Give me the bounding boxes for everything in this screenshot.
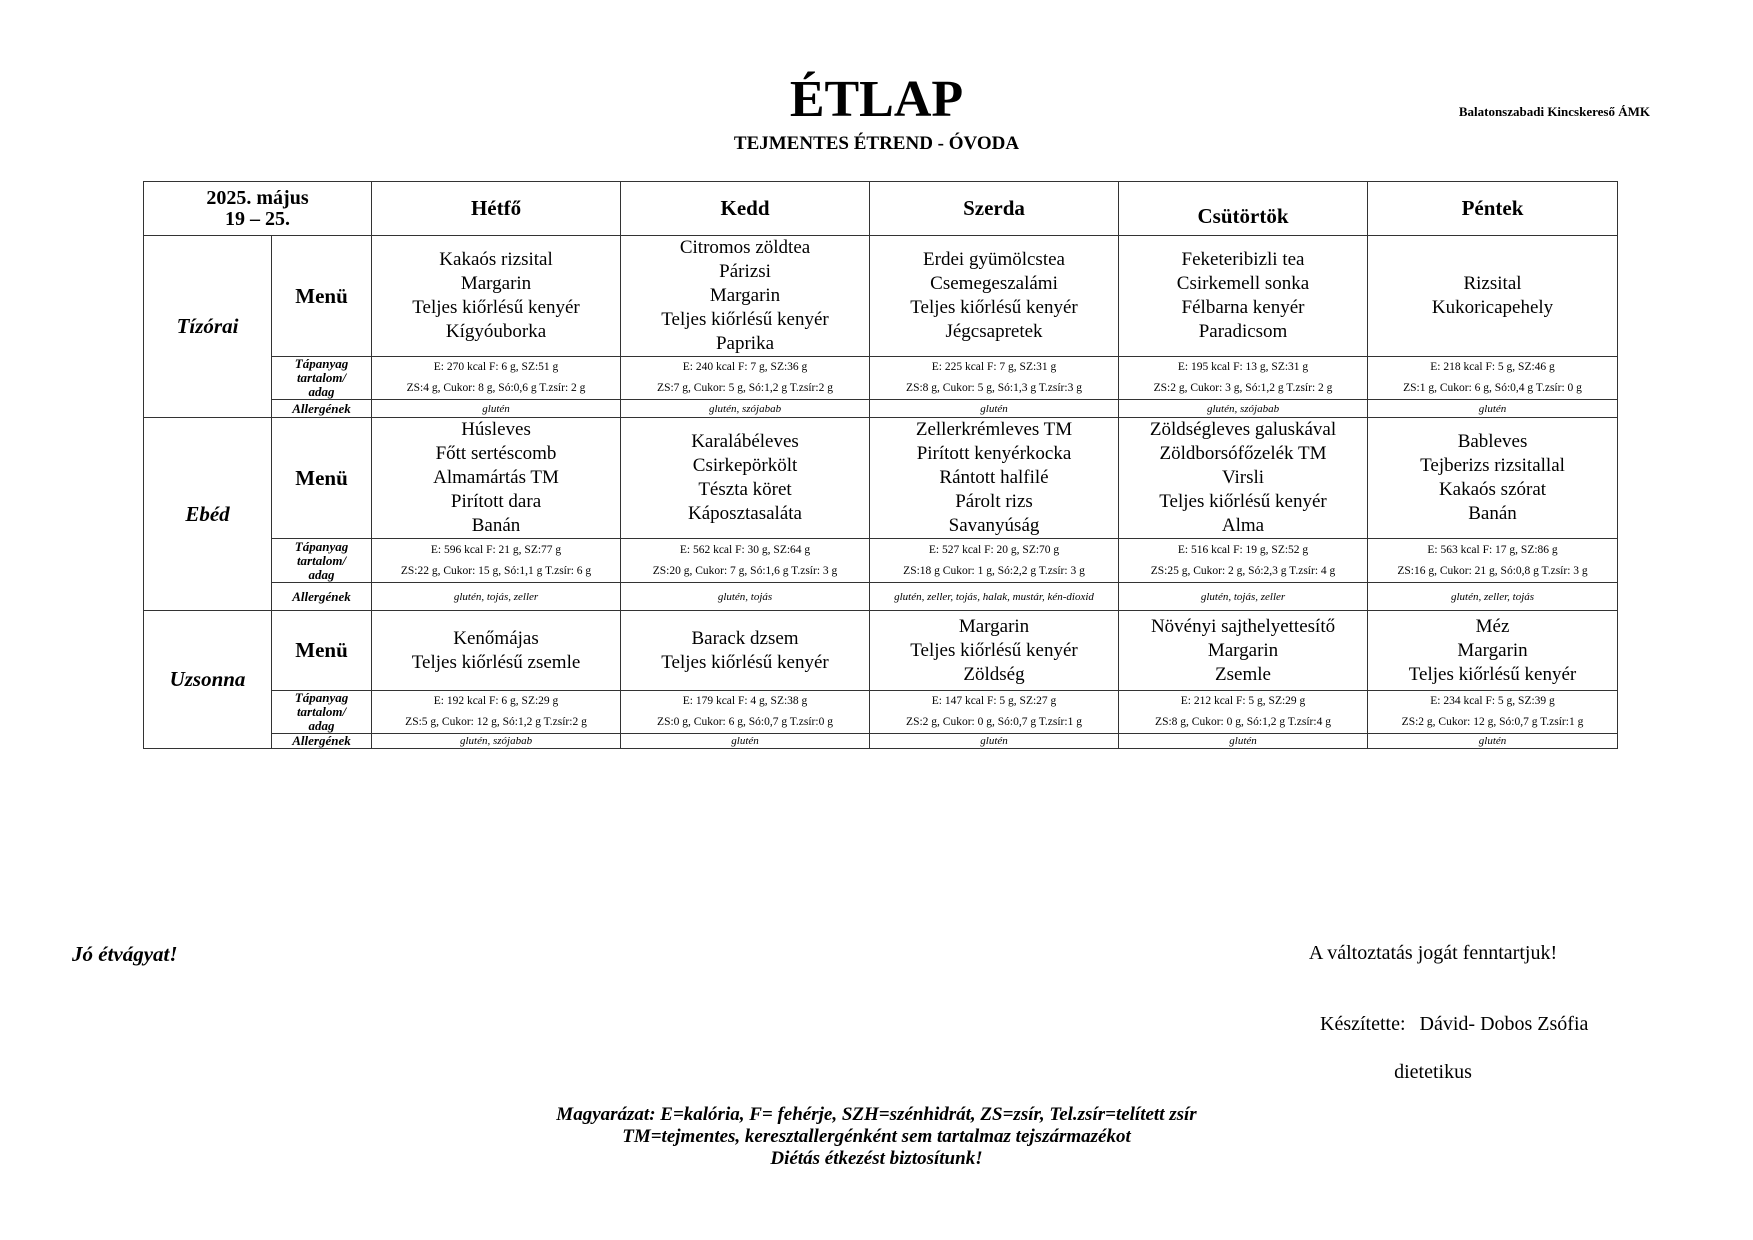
row-label-nutrition-line: adag: [308, 384, 335, 399]
nutrition-line: ZS:16 g, Cukor: 21 g, Só:0,8 g T.zsír: 3 g: [1397, 564, 1588, 577]
row-label-nutrition-line: Tápanyag: [294, 356, 349, 371]
nutrition-line: E: 212 kcal F: 5 g, SZ:29 g: [1180, 695, 1306, 707]
nutrition-line: ZS:8 g, Cukor: 5 g, Só:1,3 g T.zsír:3 g: [906, 382, 1082, 394]
menu-item: Banán: [471, 515, 521, 536]
menu-cell: [870, 236, 1119, 357]
document-subtitle: TEJMENTES ÉTREND - ÓVODA: [733, 133, 1020, 154]
menu-item: Kakaós szórat: [1438, 479, 1547, 500]
menu-item: Almamártás TM: [433, 467, 559, 488]
nutrition-line: ZS:7 g, Cukor: 5 g, Só:1,2 g T.zsír:2 g: [657, 382, 833, 394]
day-header-thursday: Csütörtök: [1119, 182, 1368, 236]
menu-item: Bableves: [1457, 431, 1528, 452]
nutrition-cell: [1368, 539, 1618, 583]
nutrition-line: ZS:4 g, Cukor: 8 g, Só:0,6 g T.zsír: 2 g: [406, 382, 586, 394]
nutrition-cell: [870, 357, 1119, 400]
legend-line: Diétás étkezést biztosítunk!: [770, 1148, 983, 1169]
menu-item: Savanyúság: [948, 515, 1040, 536]
nutrition-cell: [621, 539, 870, 583]
nutrition-line: ZS:2 g, Cukor: 12 g, Só:0,7 g T.zsír:1 g: [1401, 716, 1584, 728]
menu-item: Virsli: [1221, 467, 1265, 488]
menu-cell: [621, 611, 870, 691]
nutrition-line: E: 234 kcal F: 5 g, SZ:39 g: [1430, 695, 1555, 707]
nutrition-line: ZS:20 g, Cukor: 7 g, Só:1,6 g T.zsír: 3 g: [652, 564, 838, 577]
menu-item: Teljes kiőrlésű kenyér: [1159, 491, 1327, 512]
row-label-nutrition-line: tartalom/: [296, 704, 347, 719]
menu-item: Citromos zöldtea: [679, 237, 811, 258]
date-range-cell: [144, 182, 372, 236]
allergen-cell: glutén, zeller, tojás, halak, mustár, kén-dioxid: [870, 583, 1119, 611]
menu-cell: [1368, 611, 1618, 691]
row-label-nutrition-line: Tápanyag: [294, 690, 349, 705]
allergen-row: [144, 734, 1618, 749]
nutrition-line: E: 563 kcal F: 17 g, SZ:86 g: [1427, 543, 1558, 556]
nutrition-line: ZS:8 g, Cukor: 0 g, Só:1,2 g T.zsír:4 g: [1155, 716, 1331, 728]
day-header-friday: Péntek: [1368, 182, 1618, 236]
menu-cell: [1368, 236, 1618, 357]
nutrition-row: [144, 357, 1618, 400]
nutrition-line: E: 147 kcal F: 5 g, SZ:27 g: [931, 695, 1057, 707]
menu-item: Párizsi: [719, 261, 771, 282]
menu-item: Feketeribizli tea: [1181, 249, 1305, 270]
organization-name: Balatonszabadi Kincskereső ÁMK: [1458, 104, 1650, 119]
allergen-cell: glutén: [870, 400, 1119, 418]
menu-item: Növényi sajthelyettesítő: [1150, 615, 1336, 637]
author-label: Készítette:: [1320, 1013, 1406, 1035]
menu-item: Margarin: [709, 285, 781, 306]
row-label-menu: Menü: [272, 236, 372, 357]
menu-cell: [870, 611, 1119, 691]
nutrition-line: ZS:1 g, Cukor: 6 g, Só:0,4 g T.zsír: 0 g: [1403, 382, 1582, 394]
nutrition-line: E: 527 kcal F: 20 g, SZ:70 g: [928, 543, 1060, 556]
nutrition-cell: [1368, 357, 1618, 400]
nutrition-cell: [372, 691, 621, 734]
menu-item: Kakaós rizsital: [439, 249, 553, 270]
allergen-cell: glutén: [621, 734, 870, 749]
nutrition-line: E: 218 kcal F: 5 g, SZ:46 g: [1430, 361, 1555, 373]
menu-item: Zsemle: [1215, 663, 1271, 685]
row-label-nutrition-line: Tápanyag: [294, 538, 349, 554]
menu-cell: [1119, 611, 1368, 691]
menu-item: Pirított dara: [450, 491, 542, 512]
allergen-cell: glutén: [1368, 734, 1618, 749]
header-row: [144, 182, 1618, 236]
meal-name: Tízórai: [144, 236, 272, 418]
menu-item: Zöldségleves galuskával: [1149, 419, 1337, 440]
row-label-nutrition: [272, 357, 372, 400]
row-label-nutrition: [272, 539, 372, 583]
nutrition-line: ZS:2 g, Cukor: 3 g, Só:1,2 g T.zsír: 2 g: [1153, 382, 1333, 394]
nutrition-line: E: 270 kcal F: 6 g, SZ:51 g: [433, 361, 559, 373]
menu-item: Csemegeszalámi: [930, 273, 1058, 294]
menu-cell: [1368, 418, 1618, 539]
allergen-cell: glutén: [1119, 734, 1368, 749]
menu-item: Tészta köret: [698, 479, 792, 500]
menu-item: Kukoricapehely: [1431, 297, 1554, 318]
menu-item: Margarin: [460, 273, 532, 294]
nutrition-line: ZS:22 g, Cukor: 15 g, Só:1,1 g T.zsír: 6 g: [400, 564, 592, 577]
menu-item: Pirított kenyérkocka: [916, 443, 1072, 464]
day-header-monday: Hétfő: [372, 182, 621, 236]
nutrition-line: ZS:18 g Cukor: 1 g, Só:2,2 g T.zsír: 3 g: [903, 564, 1085, 577]
menu-item: Zöldség: [963, 663, 1025, 685]
menu-item: Teljes kiőrlésű kenyér: [910, 297, 1078, 318]
greeting-text: Jó étvágyat!: [72, 942, 178, 966]
day-header-tuesday: Kedd: [621, 182, 870, 236]
nutrition-line: ZS:25 g, Cukor: 2 g, Só:2,3 g T.zsír: 4 g: [1150, 564, 1336, 577]
allergen-cell: glutén, zeller, tojás: [1368, 583, 1618, 611]
menu-row: [144, 611, 1618, 691]
menu-cell: [621, 236, 870, 357]
menu-item: Teljes kiőrlésű kenyér: [661, 309, 829, 330]
nutrition-line: ZS:0 g, Cukor: 6 g, Só:0,7 g T.zsír:0 g: [657, 716, 833, 728]
nutrition-cell: [1368, 691, 1618, 734]
nutrition-cell: [870, 691, 1119, 734]
menu-item: Paradicsom: [1198, 321, 1288, 342]
nutrition-line: E: 225 kcal F: 7 g, SZ:31 g: [931, 361, 1057, 373]
allergen-cell: glutén, szójabab: [372, 734, 621, 749]
nutrition-line: E: 240 kcal F: 7 g, SZ:36 g: [682, 361, 808, 373]
menu-item: Erdei gyümölcstea: [923, 249, 1065, 270]
date-month: 2025. május: [206, 186, 309, 209]
menu-item: Főtt sertéscomb: [435, 443, 557, 464]
row-label-menu: Menü: [272, 611, 372, 691]
menu-item: Kígyóuborka: [445, 321, 547, 342]
menu-item: Tejberizs rizsitallal: [1420, 455, 1565, 476]
menu-cell: [372, 418, 621, 539]
allergen-cell: glutén: [372, 400, 621, 418]
menu-item: Teljes kiőrlésű kenyér: [910, 639, 1078, 661]
nutrition-line: E: 195 kcal F: 13 g, SZ:31 g: [1177, 361, 1309, 373]
menu-cell: [372, 611, 621, 691]
menu-item: Margarin: [1457, 639, 1528, 661]
menu-cell: [870, 418, 1119, 539]
author-role: dietetikus: [1394, 1061, 1472, 1083]
menu-item: Jégcsapretek: [945, 321, 1043, 342]
nutrition-line: E: 192 kcal F: 6 g, SZ:29 g: [433, 695, 559, 707]
menu-item: Húsleves: [461, 419, 531, 440]
row-label-nutrition-line: adag: [308, 718, 335, 733]
disclaimer-text: A változtatás jogát fenntartjuk!: [1308, 942, 1558, 964]
menu-cell: [1119, 418, 1368, 539]
menu-item: Margarin: [958, 615, 1030, 637]
document-title: ÉTLAP: [789, 71, 964, 128]
row-label-nutrition-line: tartalom/: [296, 370, 347, 385]
menu-item: Teljes kiőrlésű kenyér: [1408, 663, 1577, 685]
menu-item: Zöldborsófőzelék TM: [1159, 443, 1327, 464]
nutrition-cell: [870, 539, 1119, 583]
legend-block: [0, 1104, 1753, 1170]
menu-item: Banán: [1468, 503, 1517, 524]
allergen-cell: glutén, tojás, zeller: [372, 583, 621, 611]
nutrition-line: E: 516 kcal F: 19 g, SZ:52 g: [1177, 543, 1309, 556]
nutrition-row: [144, 539, 1618, 583]
menu-item: Rizsital: [1463, 273, 1522, 294]
nutrition-line: E: 179 kcal F: 4 g, SZ:38 g: [682, 695, 808, 707]
row-label-nutrition-line: adag: [308, 566, 335, 582]
menu-item: Alma: [1221, 515, 1265, 536]
allergen-cell: glutén, szójabab: [621, 400, 870, 418]
nutrition-line: E: 596 kcal F: 21 g, SZ:77 g: [430, 543, 562, 556]
legend-line: Magyarázat: E=kalória, F= fehérje, SZH=szénhidrát, ZS=zsír, Tel.zsír=telített zsír: [556, 1104, 1197, 1125]
author-name: Dávid- Dobos Zsófia: [1419, 1013, 1589, 1035]
allergen-row: [144, 400, 1618, 418]
menu-item: Karalábéleves: [691, 431, 799, 452]
menu-item: Barack dzsem: [691, 627, 799, 649]
menu-item: Teljes kiőrlésű kenyér: [661, 651, 829, 673]
menu-item: Zellerkrémleves TM: [915, 419, 1073, 440]
menu-item: Méz: [1475, 615, 1510, 637]
author-line: [1320, 1013, 1588, 1036]
row-label-nutrition-line: tartalom/: [296, 552, 347, 568]
meal-name: Ebéd: [144, 418, 272, 611]
nutrition-row: [144, 691, 1618, 734]
menu-item: Teljes kiőrlésű zsemle: [411, 651, 581, 673]
menu-item: Paprika: [715, 333, 775, 354]
menu-cell: [372, 236, 621, 357]
menu-cell: [1119, 236, 1368, 357]
nutrition-line: ZS:5 g, Cukor: 12 g, Só:1,2 g T.zsír:2 g: [405, 716, 587, 728]
menu-item: Kenőmájas: [453, 627, 539, 649]
legend-line: TM=tejmentes, keresztallergénként sem tartalmaz tejszármazékot: [622, 1126, 1131, 1147]
date-days: 19 – 25.: [225, 207, 290, 230]
day-header-wednesday: Szerda: [870, 182, 1119, 236]
row-label-allergens: Allergének: [272, 734, 372, 749]
menu-item: Margarin: [1207, 639, 1279, 661]
nutrition-cell: [1119, 357, 1368, 400]
nutrition-line: E: 562 kcal F: 30 g, SZ:64 g: [679, 543, 811, 556]
menu-item: Csirkepörkölt: [692, 455, 798, 476]
menu-item: Párolt rizs: [955, 491, 1033, 512]
meal-name: Uzsonna: [144, 611, 272, 749]
allergen-cell: glutén: [1368, 400, 1618, 418]
nutrition-cell: [621, 691, 870, 734]
menu-item: Csirkemell sonka: [1176, 273, 1310, 294]
allergen-cell: glutén, tojás: [621, 583, 870, 611]
allergen-row: [144, 583, 1618, 611]
row-label-menu: Menü: [272, 418, 372, 539]
menu-item: Rántott halfilé: [939, 467, 1049, 488]
nutrition-cell: [621, 357, 870, 400]
menu-item: Káposztasaláta: [688, 503, 802, 524]
menu-row: [144, 418, 1618, 539]
allergen-cell: glutén: [870, 734, 1119, 749]
menu-item: Teljes kiőrlésű kenyér: [412, 297, 580, 318]
row-label-nutrition: [272, 691, 372, 734]
nutrition-cell: [1119, 691, 1368, 734]
nutrition-line: ZS:2 g, Cukor: 0 g, Só:0,7 g T.zsír:1 g: [906, 716, 1082, 728]
row-label-allergens: Allergének: [272, 583, 372, 611]
menu-item: Félbarna kenyér: [1181, 297, 1305, 318]
nutrition-cell: [372, 357, 621, 400]
menu-row: [144, 236, 1618, 357]
menu-cell: [621, 418, 870, 539]
allergen-cell: glutén, tojás, zeller: [1119, 583, 1368, 611]
menu-table: [143, 181, 1618, 749]
nutrition-cell: [372, 539, 621, 583]
row-label-allergens: Allergének: [272, 400, 372, 418]
nutrition-cell: [1119, 539, 1368, 583]
allergen-cell: glutén, szójabab: [1119, 400, 1368, 418]
